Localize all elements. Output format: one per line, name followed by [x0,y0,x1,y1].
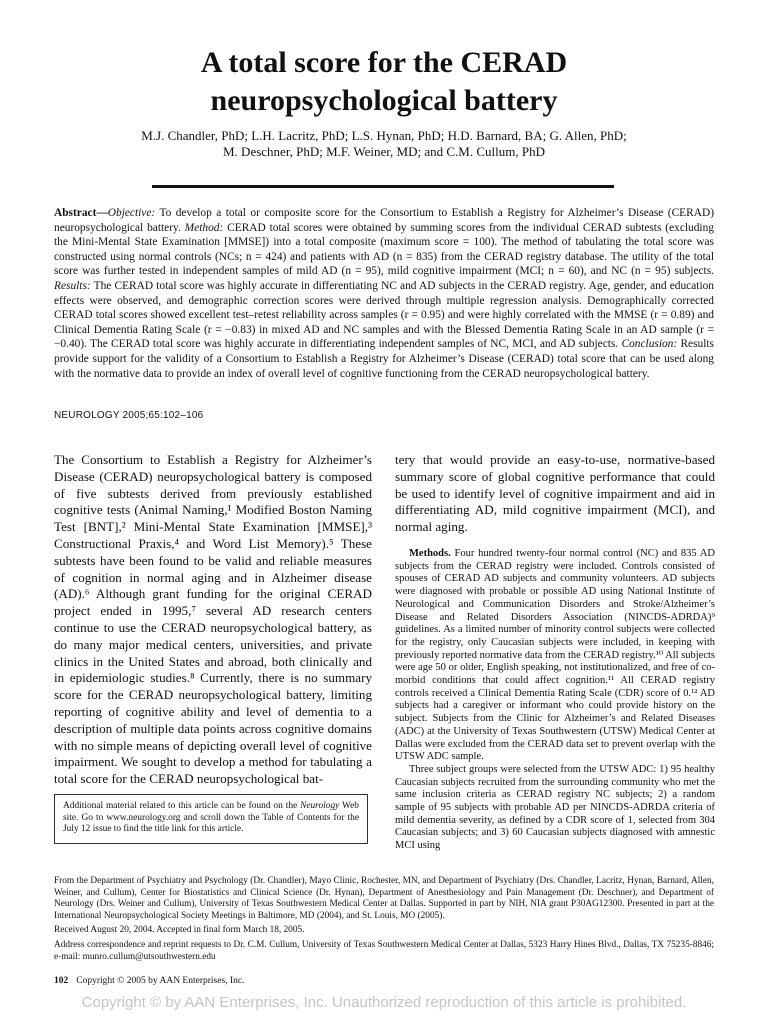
authors-line-2: M. Deschner, PhD; M.F. Weiner, MD; and C.M. Cullum, PhD [223,144,545,159]
methods-heading: Methods. [409,547,451,559]
footnote-address: Address correspondence and reprint requests to Dr. C.M. Cullum, University of Texas Southwestern Medical Center at Dallas, 5323 Harry Hines Blvd., Dallas, TX 75235-8846; e-mail: munro.cullum@utsouthwestern.edu [54,939,714,962]
title-line-2: neuropsychological battery [210,84,558,117]
authors-line-1: M.J. Chandler, PhD; L.H. Lacritz, PhD; L.S. Hynan, PhD; H.D. Barnard, BA; G. Allen, PhD; [141,128,627,143]
methods-paragraph-1 [395,548,715,764]
methods-paragraph-2: Three subject groups were selected from the UTSW ADC: 1) 95 healthy Caucasian subjects recruited from the surrounding community who met the same inclusion criteria as CERAD registry NC subjects; 2) a random sample of 95 subjects with probable AD per NINCDS-ADRDA criteria of mild dementia severity, as defined by a CDR score of 1, selected from 304 Caucasian subjects; and 3) 60 Caucasian subjects diagnosed with amnestic MCI using [395,763,715,852]
copyright-watermark: Copyright © by AAN Enterprises, Inc. Unauthorized reproduction of this article is prohibited. [81,994,687,1011]
page-copyright: Copyright © 2005 by AAN Enterprises, Inc. [76,976,245,986]
page-footer [54,976,244,986]
intro-left-column: The Consortium to Establish a Registry for Alzheimer’s Disease (CERAD) neuropsychological battery is composed of five subtests derived from previously established cognitive tests (Animal Naming,¹ Modified Boston Naming Test [BNT],² Mini-Mental State Examination [MMSE],³ Constructional Praxis,⁴ and Word List Memory).⁵ These subtests have been found to be valid and reliable measures of cognition in normal aging and in Alzheimer disease (AD).⁶ Although grant funding for the original CERAD project ended in 1995,⁷ several AD research centers continue to use the CERAD neuropsychological battery, as do many major medical centers, universities, and private clinics in the United States and abroad, both clinically and in epidemiologic studies.⁸ Currently, there is no summary score for the CERAD neuropsychological battery, limiting reporting of cognitive ability and level of dementia to a description of multiple data points across cognitive domains with no simple means of depicting overall level of cognitive impairment. We sought to develop a method for tabulating a total score for the CERAD neuropsychological bat- [54,452,372,787]
box-journal-name: Neurology [300,801,340,811]
footnote-received: Received August 20, 2004. Accepted in final form March 18, 2005. [54,925,305,936]
abstract-lead: Abstract— [54,207,108,219]
box-text-2: Web site. Go to www.neurology.org and scroll down the Table of Contents for the July 12 issue to find the title link for this article. [63,801,359,835]
right-column [395,452,715,853]
methods-p1-text: Four hundred twenty-four normal control (NC) and 835 AD subjects from the CERAD registry were included. Controls consisted of spouses of CERAD AD subjects and community volunteers. AD subjects were diagnosed with probable or possible AD using National Institute of Neurological and Communication Disorders and Stroke/Alzheimer’s Disease and Related Disorders Association (NINCDS-ADRDA)⁹ guidelines. As a limited number of minority control subjects were collected for the registry, only Caucasian subjects were included, in keeping with previously reported normative data from the CERAD registry.¹⁰ All subjects were age 50 or older, English speaking, not institutionalized, and free of co-morbid conditions that could affect cognition.¹¹ All CERAD registry controls received a Clinical Dementia Rating Scale (CDR) score of 0.¹² AD subjects had a caregiver or informant who could provide history on the subject. Subjects from the Clinic for Alzheimer’s and Related Diseases (ADC) at the University of Texas Southwestern (UTSW) Medical Center at Dallas were excluded from the CERAD data set to prevent overlap with the UTSW ADC sample. [395,547,715,763]
abstract [54,206,714,381]
abstract-method-label: Method: [184,221,224,234]
footnotes [54,876,714,966]
abstract-conclusion-label: Conclusion: [621,338,678,351]
abstract-results-label: Results: [54,279,91,292]
title-divider [152,185,614,188]
article-title [0,44,768,120]
author-list [60,128,708,160]
box-text-1: Additional material related to this article can be found on the [63,801,301,811]
title-line-1: A total score for the CERAD [200,46,568,79]
supplementary-note-box [54,794,368,844]
intro-continuation: tery that would provide an easy-to-use, normative-based summary score of global cognitive performance that could be used to identify level of cognitive impairment and aid in differentiating AD, mild cognitive impairment (MCI), and normal aging. [395,452,715,535]
abstract-objective-label: Objective: [107,207,156,219]
abstract-objective-text: To develop a total or composite score for the Consortium to Establish a Registry for Alzheimer’s Disease (CERAD) neuropsychological battery. [54,207,714,234]
abstract-conclusion-text: Results provide support for the validity of a Consortium to Establish a Registry for Alzheimer’s Disease (CERAD) total score that can be used along with the normative data to provide an index of overall level of cognitive functioning from the CERAD neuropsychological battery. [54,338,714,380]
abstract-results-text: The CERAD total score was highly accurate in differentiating NC and AD subjects in the CERAD registry. Age, gender, and education effects were observed, and demographic correction scores were derived through multiple regression analysis. Demographically corrected CERAD total scores showed excellent test–retest reliability across samples (r = 0.95) and were highly correlated with the MMSE (r = 0.89) and Clinical Dementia Rating Scale (r = −0.83) in mixed AD and NC samples and with the Blessed Dementia Rating Scale in an AD sample (r = −0.40). The CERAD total score was highly accurate in differentiating independent samples of NC, MCI, and AD subjects. [54,279,714,351]
abstract-method-text: CERAD total scores were obtained by summing scores from the individual CERAD subtests (excluding the Mini-Mental State Examination [MMSE]) into a total composite (maximum score = 100). The method of tabulating the total score was constructed using normal controls (NCs; n = 424) and patients with AD (n = 835) from the CERAD registry database. The utility of the total score was further tested in independent samples of mild AD (n = 95), mild cognitive impairment (MCI; n = 60), and NC (n = 95) subjects. [54,221,714,278]
page-number: 102 [54,976,69,986]
footnote-affiliations: From the Department of Psychiatry and Psychology (Dr. Chandler), Mayo Clinic, Rochester, MN, and Department of Psychiatry (Drs. Chandler, Lacritz, Hynan, Barnard, Allen, Weiner, and Cullum), Center for Biostatistics and Clinical Science (Dr. Hynan), Department of Anesthesiology and Pain Management (Dr. Deschner), and Department of Neurology (Drs. Weiner and Cullum), University of Texas Southwestern Medical Center at Dallas. Supported in part by NIH, NIA grant P30AG12300. Presented in part at the International Neuropsychological Society Meetings in Baltimore, MD (2004), and St. Louis, MO (2005). [54,876,714,921]
journal-citation: NEUROLOGY 2005;65:102–106 [54,410,204,421]
